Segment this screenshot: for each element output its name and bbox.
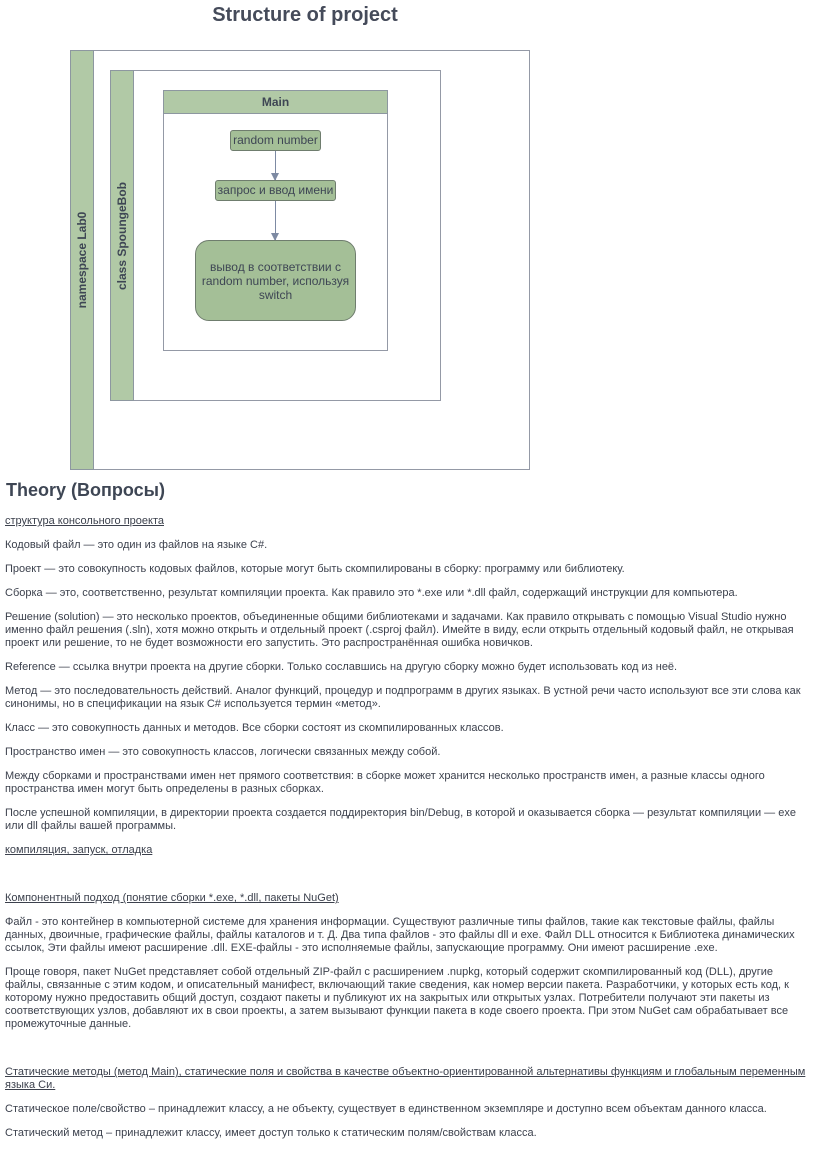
main-label: Main <box>163 90 388 114</box>
diagram-title: Structure of project <box>212 4 398 26</box>
spacer <box>5 868 810 892</box>
paragraph: Пространство имен — это совокупность классов, логически связанных между собой. <box>5 746 441 758</box>
paragraph: Решение (solution) — это несколько проектов, объединенные общими библиотеками и задачами. Как правило открывать с помощью Visual Studio нужно именно файл решения (.sln), хотя можно открыть и отдельный проект (.csproj файл). Имейте в виду, если открыть отдельный кодовый файл, не открывая проект или решение, то не будет возможности его запустить. Это распространённая ошибка новичков. <box>5 611 794 649</box>
paragraph: Между сборками и пространствами имен нет прямого соответствия: в сборке может хранится несколько пространств имен, а разные классы одного пространства имен могут быть определены в разных сборках. <box>5 770 765 795</box>
paragraph: Статический метод – принадлежит классу, имеет доступ только к статическим полям/свойствам класса. <box>5 1127 537 1139</box>
section-link-console-structure[interactable]: структура консольного проекта <box>5 515 164 527</box>
paragraph: Статическое поле/свойство – принадлежит классу, а не объекту, существует в единственном экземпляре и доступно всем объектам данного класса. <box>5 1103 767 1115</box>
paragraph: Reference — ссылка внутри проекта на другие сборки. Только сославшись на другую сборку можно будет использовать код из неё. <box>5 661 678 673</box>
paragraph: Сборка — это, соответственно, результат компиляции проекта. Как правило это *.exe или *.dll файл, содержащий инструкции для компьютера. <box>5 587 738 599</box>
paragraph: Метод — это последовательность действий. Аналог функций, процедур и подпрограмм в других языках. В устной речи часто используют все эти слова как синонимы, но в спецификации на язык C# используется термин «метод». <box>5 685 801 710</box>
arrow-1 <box>275 151 276 180</box>
section-link-component-approach[interactable]: Компонентный подход (понятие сборки *.exe, *.dll, пакеты NuGet) <box>5 892 339 904</box>
node-switch-output: вывод в соответствии с random number, используя switch <box>195 240 356 321</box>
spacer <box>5 1042 810 1066</box>
paragraph: Проект — это совокупность кодовых файлов, которые могут быть скомпилированы в сборку: программу или библиотеку. <box>5 563 625 575</box>
paragraph: Проще говоря, пакет NuGet представляет собой отдельный ZIP-файл с расширением .nupkg, который содержит скомпилированный код (DLL), другие файлы, связанные с этим кодом, и описательный манифест, включающий такие сведения, как номер версии пакета. Разработчики, у которых есть код, к которому нужно предоставить общий доступ, создают пакеты и публикуют их на закрытых или открытых узлах. Потребители получают эти пакеты из соответствующих узлов, добавляют их в свои проекты, а затем вызывают функции пакета в коде своего проекта. При этом NuGet сам обрабатывает все промежуточные данные. <box>5 966 789 1030</box>
namespace-band <box>70 50 94 470</box>
arrow-2 <box>275 201 276 240</box>
node-name-input: запрос и ввод имени <box>215 180 336 201</box>
class-band <box>110 70 134 401</box>
namespace-label: namespace Lab0 <box>75 211 89 309</box>
paragraph: Файл - это контейнер в компьютерной системе для хранения информации. Существуют различные типы файлов, такие как текстовые файлы, файлы данных, двоичные, графические файлы, файлы каталогов и т. Д. Два типа файлов - это файлы dll и exe. Файл DLL относится к Библиотека динамических ссылок, Эти файлы имеют расширение .dll. EXE-файлы - это исполняемые файлы, запускающие программу. Они имеют расширение .exe. <box>5 916 795 954</box>
class-label: class SpoungeBob <box>115 181 129 290</box>
theory-content <box>5 515 810 1151</box>
node-random-number: random number <box>230 130 321 151</box>
paragraph: Кодовый файл — это один из файлов на языке C#. <box>5 539 268 551</box>
section-link-static-methods[interactable]: Статические методы (метод Main), статические поля и свойства в качестве объектно-ориентированной альтернативы функциям и глобальным переменным языка Си. <box>5 1066 806 1091</box>
paragraph: После успешной компиляции, в директории проекта создается поддиректория bin/Debug, в которой и оказывается сборка — результат компиляции — exe или dll файлы вашей программы. <box>5 807 796 832</box>
paragraph: Класс — это совокупность данных и методов. Все сборки состоят из скомпилированных классов. <box>5 722 504 734</box>
theory-title: Theory (Вопросы) <box>6 480 166 500</box>
section-link-compile-run-debug[interactable]: компиляция, запуск, отладка <box>5 844 153 856</box>
